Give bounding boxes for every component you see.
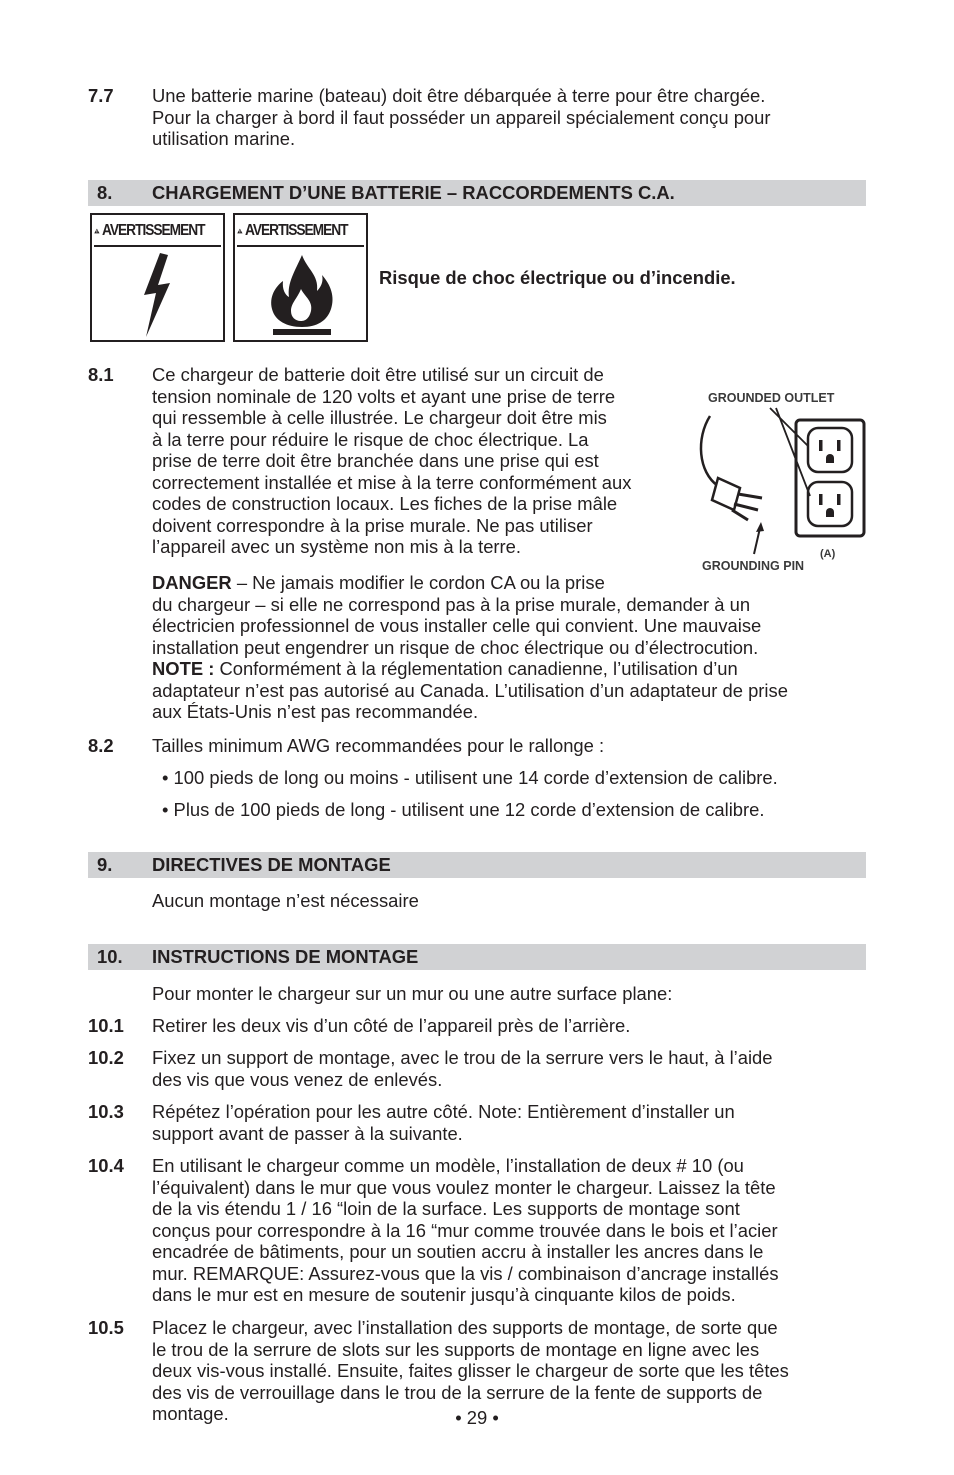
section-number-10-1: 10.1 [88, 1015, 124, 1036]
text-line: utilisation marine. [152, 128, 296, 149]
section-number-10-4: 10.4 [88, 1155, 124, 1176]
text-line: des vis de verrouillage dans le trou de la serrure de la fente de supports de [152, 1381, 763, 1403]
text-line: Ce chargeur de batterie doit être utilisé sur un circuit de [152, 364, 604, 385]
text-line: l’équivalent) dans le mur que vous voulez monter le chargeur. Laissez la tête [152, 1176, 776, 1198]
warning-bar [237, 217, 364, 247]
text-line: Fixez un support de montage, avec le trou de la serrure vers le haut, à l’aide [152, 1047, 773, 1068]
section-title: INSTRUCTIONS DE MONTAGE [152, 946, 419, 967]
text-line: le trou de la serrure de slots sur les supports de montage en ligne avec les [152, 1338, 760, 1360]
section-number-8-1: 8.1 [88, 364, 114, 385]
text-line: montage. [152, 1403, 229, 1424]
note-label: NOTE : [152, 658, 215, 679]
text-line: mur. REMARQUE: Assurez-vous que la vis / combinaison d’ancrage installés [152, 1262, 779, 1284]
section-number-8-2: 8.2 [88, 735, 114, 756]
fire-icon [267, 251, 337, 337]
paragraph-7-7 [152, 85, 864, 150]
warning-triangle-icon [237, 220, 243, 242]
paragraph-10-4 [152, 1155, 864, 1306]
text-line: de la vis étendu 1 / 16 “loin de la surface. Les supports de montage sont [152, 1198, 740, 1219]
text-line [152, 658, 864, 680]
text-line: des vis que vous venez de enlevés. [152, 1068, 443, 1090]
text-line: codes de construction locaux. Les fiches de la prise mâle [152, 493, 618, 514]
page-number: • 29 • [455, 1407, 499, 1428]
section-header-8 [88, 180, 866, 206]
section-number-10-3: 10.3 [88, 1101, 124, 1122]
text-line: Pour la charger à bord il faut posséder un appareil spécialement conçu pour [152, 106, 771, 128]
text-line: Placez le chargeur, avec l’installation des supports de montage, de sorte que [152, 1317, 778, 1338]
warning-triangle-icon [94, 220, 100, 242]
section-number: 9. [97, 854, 113, 875]
section-header-10 [88, 944, 866, 970]
text-line: conçus pour correspondre à la 16 “mur comme trouvée dans le bois et l’acier [152, 1219, 778, 1241]
warning-text: Risque de choc électrique ou d’incendie. [379, 267, 736, 288]
section-title: CHARGEMENT D’UNE BATTERIE – RACCORDEMENTS C.A. [152, 182, 675, 203]
grounded-outlet-figure [688, 368, 868, 576]
warning-label: AVERTISSEMENT [101, 222, 205, 240]
list-item: • Plus de 100 pieds de long - utilisent une 12 corde d’extension de calibre. [162, 799, 765, 820]
text-line: électricien professionnel de vous installer celle qui convient. Une mauvaise [152, 615, 762, 636]
text-line: dans le mur est en mesure de soutenir jusqu’à cinquante kilos de poids. [152, 1284, 736, 1305]
paragraph-10-intro: Pour monter le chargeur sur un mur ou une autre surface plane: [152, 983, 673, 1004]
paragraph-8-2: Tailles minimum AWG recommandées pour le rallonge : [152, 735, 605, 756]
warning-bar [94, 217, 221, 247]
text-line: deux vis-vous installé. Ensuite, faites glisser le chargeur de sorte que les têtes [152, 1360, 789, 1381]
section-number: 8. [97, 182, 113, 203]
grounding-pin-label: GROUNDING PIN [702, 559, 805, 573]
section-number-7-7: 7.7 [88, 85, 114, 106]
lightning-bolt-icon [130, 249, 186, 339]
text-line: à la terre pour réduire le risque de choc électrique. La [152, 428, 589, 450]
section-title: DIRECTIVES DE MONTAGE [152, 854, 391, 875]
text-line: encadrée de bâtiments, pour un soutien accru à installer les ancres dans le [152, 1241, 764, 1262]
note-text: Conformément à la réglementation canadienne, l’utilisation d’un [214, 658, 738, 679]
text-line: adaptateur n’est pas autorisé au Canada. L’utilisation d’un adaptateur de prise [152, 679, 788, 701]
grounded-outlet-label: GROUNDED OUTLET [708, 391, 835, 405]
warning-box-electric [90, 213, 225, 342]
text-line: du chargeur – si elle ne correspond pas à la prise murale, demander à un [152, 593, 751, 615]
paragraph-10-3 [152, 1101, 864, 1144]
section-header-9 [88, 852, 866, 878]
text-line: qui ressemble à celle illustrée. Le chargeur doit être mis [152, 407, 607, 428]
list-item: • 100 pieds de long ou moins - utilisent une 14 corde d’extension de calibre. [162, 767, 778, 788]
text-line: correctement installée et mise à la terre conformément aux [152, 471, 632, 493]
text-line: aux États-Unis n’est pas recommandée. [152, 701, 479, 722]
text-line: Une batterie marine (bateau) doit être débarquée à terre pour être chargée. [152, 85, 766, 106]
paragraph-9: Aucun montage n’est nécessaire [152, 890, 419, 911]
text-line: En utilisant le chargeur comme un modèle, l’installation de deux # 10 (ou [152, 1155, 744, 1176]
outlet-plug-drawing [688, 368, 868, 576]
figure-tag: (A) [820, 548, 836, 560]
paragraph-10-1 [152, 1015, 864, 1037]
text-line: installation peut engendrer un risque de choc électrique ou d’électrocution. [152, 636, 759, 658]
danger-paragraph [152, 572, 864, 723]
danger-text: – Ne jamais modifier le cordon CA ou la prise [231, 572, 605, 593]
text-line: l’appareil avec un système non mis à la terre. [152, 536, 522, 557]
text-line: doivent correspondre à la prise murale. Ne pas utiliser [152, 514, 593, 536]
paragraph-8-1 [152, 364, 692, 558]
warning-box-fire [233, 213, 368, 342]
text-line: tension nominale de 120 volts et ayant une prise de terre [152, 385, 616, 407]
text-line: support avant de passer à la suivante. [152, 1122, 463, 1144]
danger-label: DANGER [152, 572, 232, 593]
text-line [152, 572, 864, 594]
text-line: Répétez l’opération pour les autre côté. Note: Entièrement d’installer un [152, 1101, 735, 1122]
warning-label: AVERTISSEMENT [244, 222, 348, 240]
text-line: Retirer les deux vis d’un côté de l’appareil près de l’arrière. [152, 1015, 631, 1036]
section-number-10-5: 10.5 [88, 1317, 124, 1338]
text-line: prise de terre doit être branchée dans une prise qui est [152, 450, 599, 471]
paragraph-10-2 [152, 1047, 864, 1090]
section-number-10-2: 10.2 [88, 1047, 124, 1068]
section-number: 10. [97, 946, 123, 967]
